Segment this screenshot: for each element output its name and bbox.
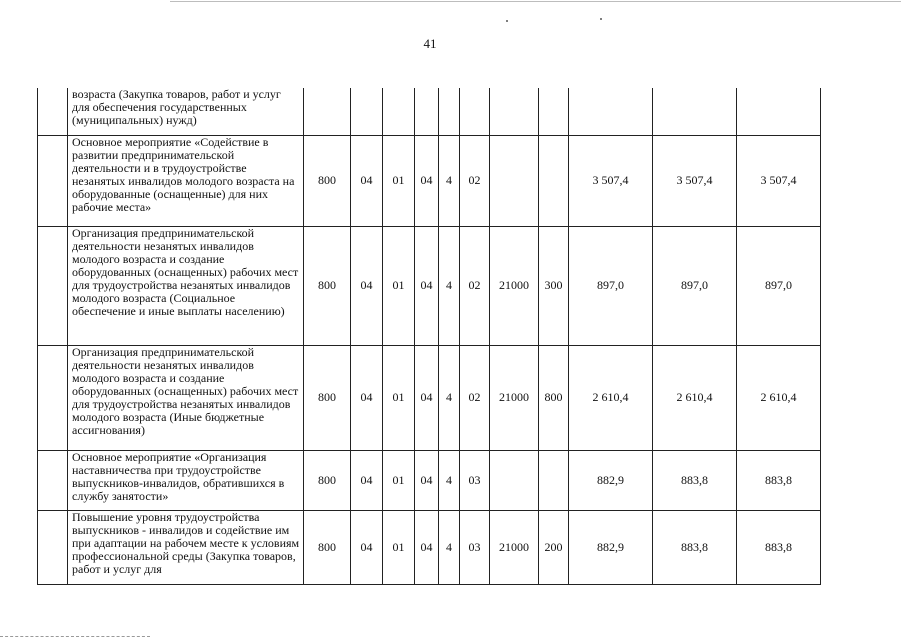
direction-code: 21000 bbox=[490, 226, 539, 345]
program-code: 04 bbox=[415, 450, 439, 510]
blank-cell bbox=[38, 135, 68, 226]
direction-code bbox=[490, 135, 539, 226]
ministry-code: 800 bbox=[304, 135, 351, 226]
budget-table bbox=[37, 88, 821, 585]
subprogram-type-code: 4 bbox=[439, 135, 460, 226]
sum-year-1: 2 610,4 bbox=[569, 345, 653, 450]
sum-year-2 bbox=[653, 88, 737, 135]
scan-speck bbox=[600, 18, 602, 20]
top-edge-rule bbox=[170, 1, 901, 2]
blank-cell bbox=[38, 510, 68, 584]
sum-year-3 bbox=[737, 88, 821, 135]
subprogram-type-code bbox=[439, 88, 460, 135]
table-row bbox=[38, 226, 821, 345]
blank-cell bbox=[38, 88, 68, 135]
event-code: 02 bbox=[460, 345, 490, 450]
sum-year-1: 882,9 bbox=[569, 450, 653, 510]
subprogram-type-code: 4 bbox=[439, 345, 460, 450]
sum-year-1: 3 507,4 bbox=[569, 135, 653, 226]
sum-year-2: 897,0 bbox=[653, 226, 737, 345]
ministry-code: 800 bbox=[304, 510, 351, 584]
subsection-code: 01 bbox=[383, 135, 415, 226]
sum-year-1 bbox=[569, 88, 653, 135]
sum-year-1: 897,0 bbox=[569, 226, 653, 345]
sum-year-2: 2 610,4 bbox=[653, 345, 737, 450]
scan-speck bbox=[506, 20, 508, 22]
sum-year-2: 883,8 bbox=[653, 450, 737, 510]
ministry-code bbox=[304, 88, 351, 135]
program-code: 04 bbox=[415, 135, 439, 226]
subprogram-type-code: 4 bbox=[439, 510, 460, 584]
direction-code: 21000 bbox=[490, 510, 539, 584]
program-code: 04 bbox=[415, 510, 439, 584]
sum-year-3: 883,8 bbox=[737, 510, 821, 584]
table-row bbox=[38, 88, 821, 135]
row-description: Организация предпринимательской деятельности незанятых инвалидов молодого возраста и создание оборудованных (оснащенных) рабочих мест для трудоустройства незанятых инвалидов молодого возраста (Иные бюджетные ассигнования) bbox=[68, 345, 304, 450]
direction-code bbox=[490, 88, 539, 135]
section-code: 04 bbox=[351, 345, 383, 450]
subsection-code: 01 bbox=[383, 226, 415, 345]
direction-code bbox=[490, 450, 539, 510]
subprogram-type-code: 4 bbox=[439, 226, 460, 345]
table-row bbox=[38, 135, 821, 226]
event-code: 02 bbox=[460, 135, 490, 226]
sum-year-1: 882,9 bbox=[569, 510, 653, 584]
expense-type-code bbox=[539, 88, 569, 135]
row-description: Основное мероприятие «Содействие в развитии предпринимательской деятельности и в трудоустройстве незанятых инвалидов молодого возраста на оборудованные (оснащенные) для них рабочие места» bbox=[68, 135, 304, 226]
ministry-code: 800 bbox=[304, 345, 351, 450]
page-number: 41 bbox=[423, 36, 437, 51]
table-row bbox=[38, 510, 821, 584]
subsection-code: 01 bbox=[383, 450, 415, 510]
blank-cell bbox=[38, 345, 68, 450]
expense-type-code: 200 bbox=[539, 510, 569, 584]
sum-year-3: 897,0 bbox=[737, 226, 821, 345]
section-code: 04 bbox=[351, 226, 383, 345]
sum-year-3: 2 610,4 bbox=[737, 345, 821, 450]
row-description: Повышение уровня трудоустройства выпускников - инвалидов и содействие им при адаптации на рабочем месте к условиям профессиональной среды (Закупка товаров, работ и услуг для bbox=[68, 510, 304, 584]
sum-year-2: 3 507,4 bbox=[653, 135, 737, 226]
sum-year-3: 3 507,4 bbox=[737, 135, 821, 226]
blank-cell bbox=[38, 450, 68, 510]
section-code: 04 bbox=[351, 135, 383, 226]
row-description: возраста (Закупка товаров, работ и услуг для обеспечения государственных (муниципальных) нужд) bbox=[68, 88, 304, 135]
section-code: 04 bbox=[351, 510, 383, 584]
program-code: 04 bbox=[415, 226, 439, 345]
subsection-code: 01 bbox=[383, 510, 415, 584]
ministry-code: 800 bbox=[304, 226, 351, 345]
row-description: Основное мероприятие «Организация наставничества при трудоустройстве выпускников-инвалидов, обратившихся в службу занятости» bbox=[68, 450, 304, 510]
table-row bbox=[38, 450, 821, 510]
direction-code: 21000 bbox=[490, 345, 539, 450]
subsection-code bbox=[383, 88, 415, 135]
expense-type-code bbox=[539, 450, 569, 510]
expense-type-code: 800 bbox=[539, 345, 569, 450]
event-code: 02 bbox=[460, 226, 490, 345]
ministry-code: 800 bbox=[304, 450, 351, 510]
bottom-edge-rule bbox=[0, 636, 150, 637]
blank-cell bbox=[38, 226, 68, 345]
row-description: Организация предпринимательской деятельности незанятых инвалидов молодого возраста и создание оборудованных (оснащенных) рабочих мест для трудоустройства незанятых инвалидов молодого возраста (Социальное обеспечение и иные выплаты населению) bbox=[68, 226, 304, 345]
sum-year-3: 883,8 bbox=[737, 450, 821, 510]
event-code: 03 bbox=[460, 510, 490, 584]
event-code bbox=[460, 88, 490, 135]
expense-type-code: 300 bbox=[539, 226, 569, 345]
sum-year-2: 883,8 bbox=[653, 510, 737, 584]
subprogram-type-code: 4 bbox=[439, 450, 460, 510]
section-code bbox=[351, 88, 383, 135]
program-code: 04 bbox=[415, 345, 439, 450]
table-row bbox=[38, 345, 821, 450]
program-code bbox=[415, 88, 439, 135]
section-code: 04 bbox=[351, 450, 383, 510]
expense-type-code bbox=[539, 135, 569, 226]
event-code: 03 bbox=[460, 450, 490, 510]
subsection-code: 01 bbox=[383, 345, 415, 450]
